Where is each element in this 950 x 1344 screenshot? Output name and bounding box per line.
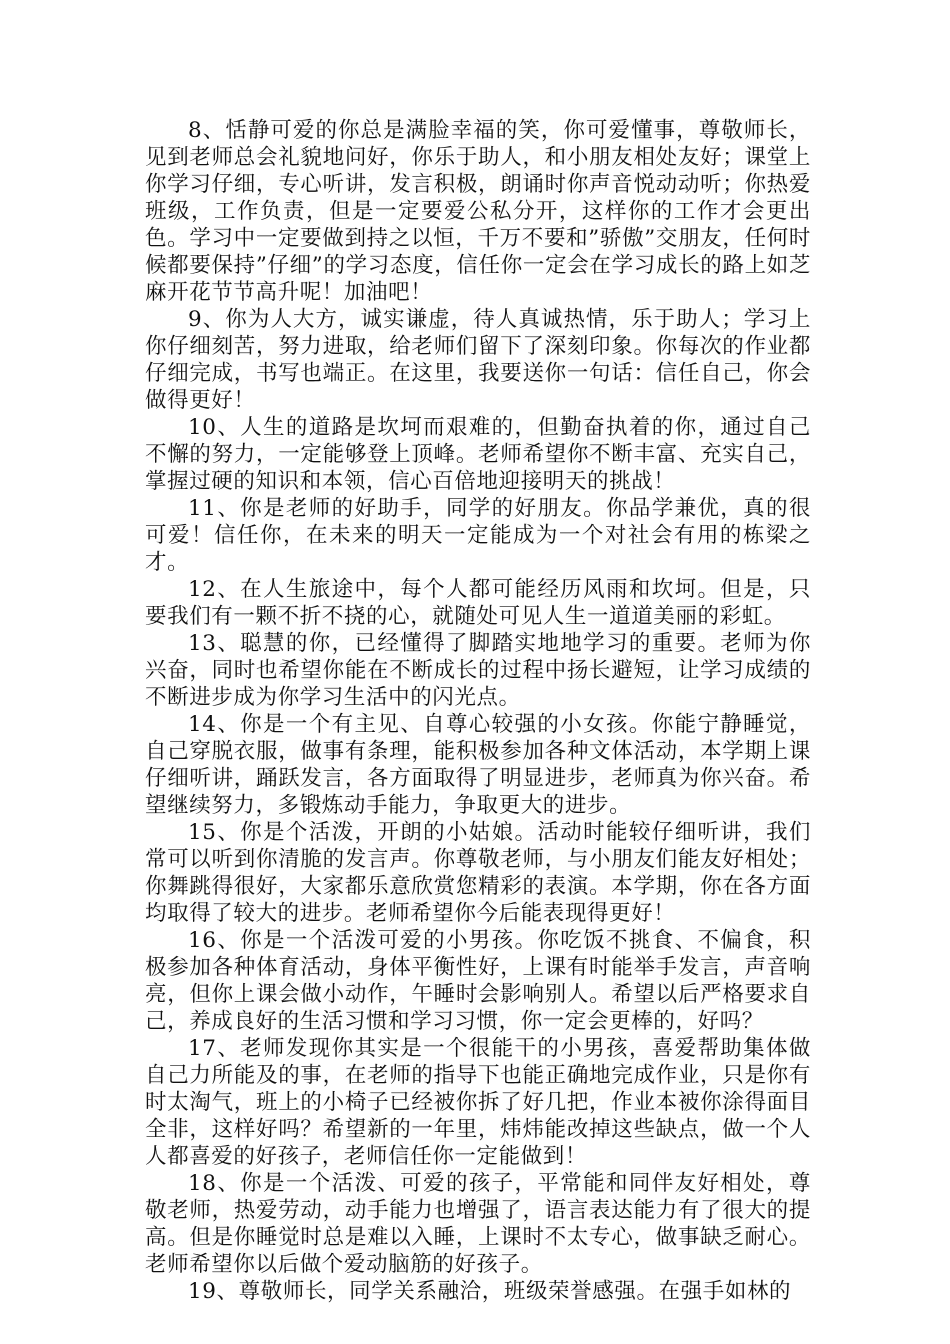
comment-paragraph-13: 13、聪慧的你，已经懂得了脚踏实地地学习的重要。老师为你兴奋，同时也希望你能在不断成长的过程中扬长避短，让学习成绩的不断进步成为你学习生活中的闪光点。 <box>145 631 811 710</box>
comment-paragraph-14: 14、你是一个有主见、自尊心较强的小女孩。你能宁静睡觉，自己穿脱衣服，做事有条理，能积极参加各种文体活动，本学期上课仔细听讲，踊跃发言，各方面取得了明显进步，老师真为你兴奋。希望继续努力，多锻炼动手能力，争取更大的进步。 <box>145 712 811 818</box>
comment-paragraph-16: 16、你是一个活泼可爱的小男孩。你吃饭不挑食、不偏食，积极参加各种体育活动，身体平衡性好，上课有时能举手发言，声音响亮，但你上课会做小动作，午睡时会影响别人。希望以后严格要求自己，养成良好的生活习惯和学习习惯，你一定会更棒的，好吗？ <box>145 928 811 1034</box>
comment-paragraph-19: 19、尊敬师长，同学关系融洽，班级荣誉感强。在强手如林的 <box>188 1279 792 1304</box>
comment-paragraph-17: 17、老师发现你其实是一个很能干的小男孩，喜爱帮助集体做自己力所能及的事，在老师的指导下也能正确地完成作业，只是你有时太淘气，班上的小椅子已经被你拆了好几把，作业本被你涂得面目全非，这样好吗？希望新的一年里，炜炜能改掉这些缺点，做一个人人都喜爱的好孩子，老师信任你一定能做到！ <box>145 1036 811 1169</box>
comment-paragraph-8: 8、恬静可爱的你总是满脸幸福的笑，你可爱懂事，尊敬师长，见到老师总会礼貌地问好，你乐于助人，和小朋友相处友好；课堂上你学习仔细，专心听讲，发言积极，朗诵时你声音悦动动听；你热爱班级，工作负责，但是一定要爱公私分开，这样你的工作才会更出色。学习中一定要做到持之以恒，千万不要和”骄傲”交朋友，任何时候都要保持”仔细”的学习态度，信任你一定会在学习成长的路上如芝麻开花节节高升呢！加油吧！ <box>145 118 811 305</box>
comment-paragraph-11: 11、你是老师的好助手，同学的好朋友。你品学兼优，真的很可爱！信任你，在未来的明天一定能成为一个对社会有用的栋梁之才。 <box>145 496 811 575</box>
comment-paragraph-10: 10、人生的道路是坎坷而艰难的，但勤奋执着的你，通过自己不懈的努力，一定能够登上顶峰。老师希望你不断丰富、充实自己，掌握过硬的知识和本领，信心百倍地迎接明天的挑战！ <box>145 415 811 494</box>
comment-paragraph-15: 15、你是个活泼，开朗的小姑娘。活动时能较仔细听讲，我们常可以听到你清脆的发言声。你尊敬老师，与小朋友们能友好相处；你舞跳得很好，大家都乐意欣赏您精彩的表演。本学期，你在各方面均取得了较大的进步。老师希望你今后能表现得更好！ <box>145 820 811 926</box>
comment-paragraph-9: 9、你为人大方，诚实谦虚，待人真诚热情，乐于助人；学习上你仔细刻苦，努力进取，给老师们留下了深刻印象。你每次的作业都仔细完成，书写也端正。在这里，我要送你一句话：信任自己，你会做得更好！ <box>145 307 811 413</box>
document-body <box>145 117 811 1305</box>
comment-paragraph-18: 18、你是一个活泼、可爱的孩子，平常能和同伴友好相处，尊敬老师，热爱劳动，动手能力也增强了，语言表达能力有了很大的提高。但是你睡觉时总是难以入睡，上课时不太专心，做事缺乏耐心。老师希望你以后做个爱动脑筋的好孩子。 <box>145 1171 811 1277</box>
comment-paragraph-12: 12、在人生旅途中，每个人都可能经历风雨和坎坷。但是，只要我们有一颗不折不挠的心，就随处可见人生一道道美丽的彩虹。 <box>145 577 811 629</box>
